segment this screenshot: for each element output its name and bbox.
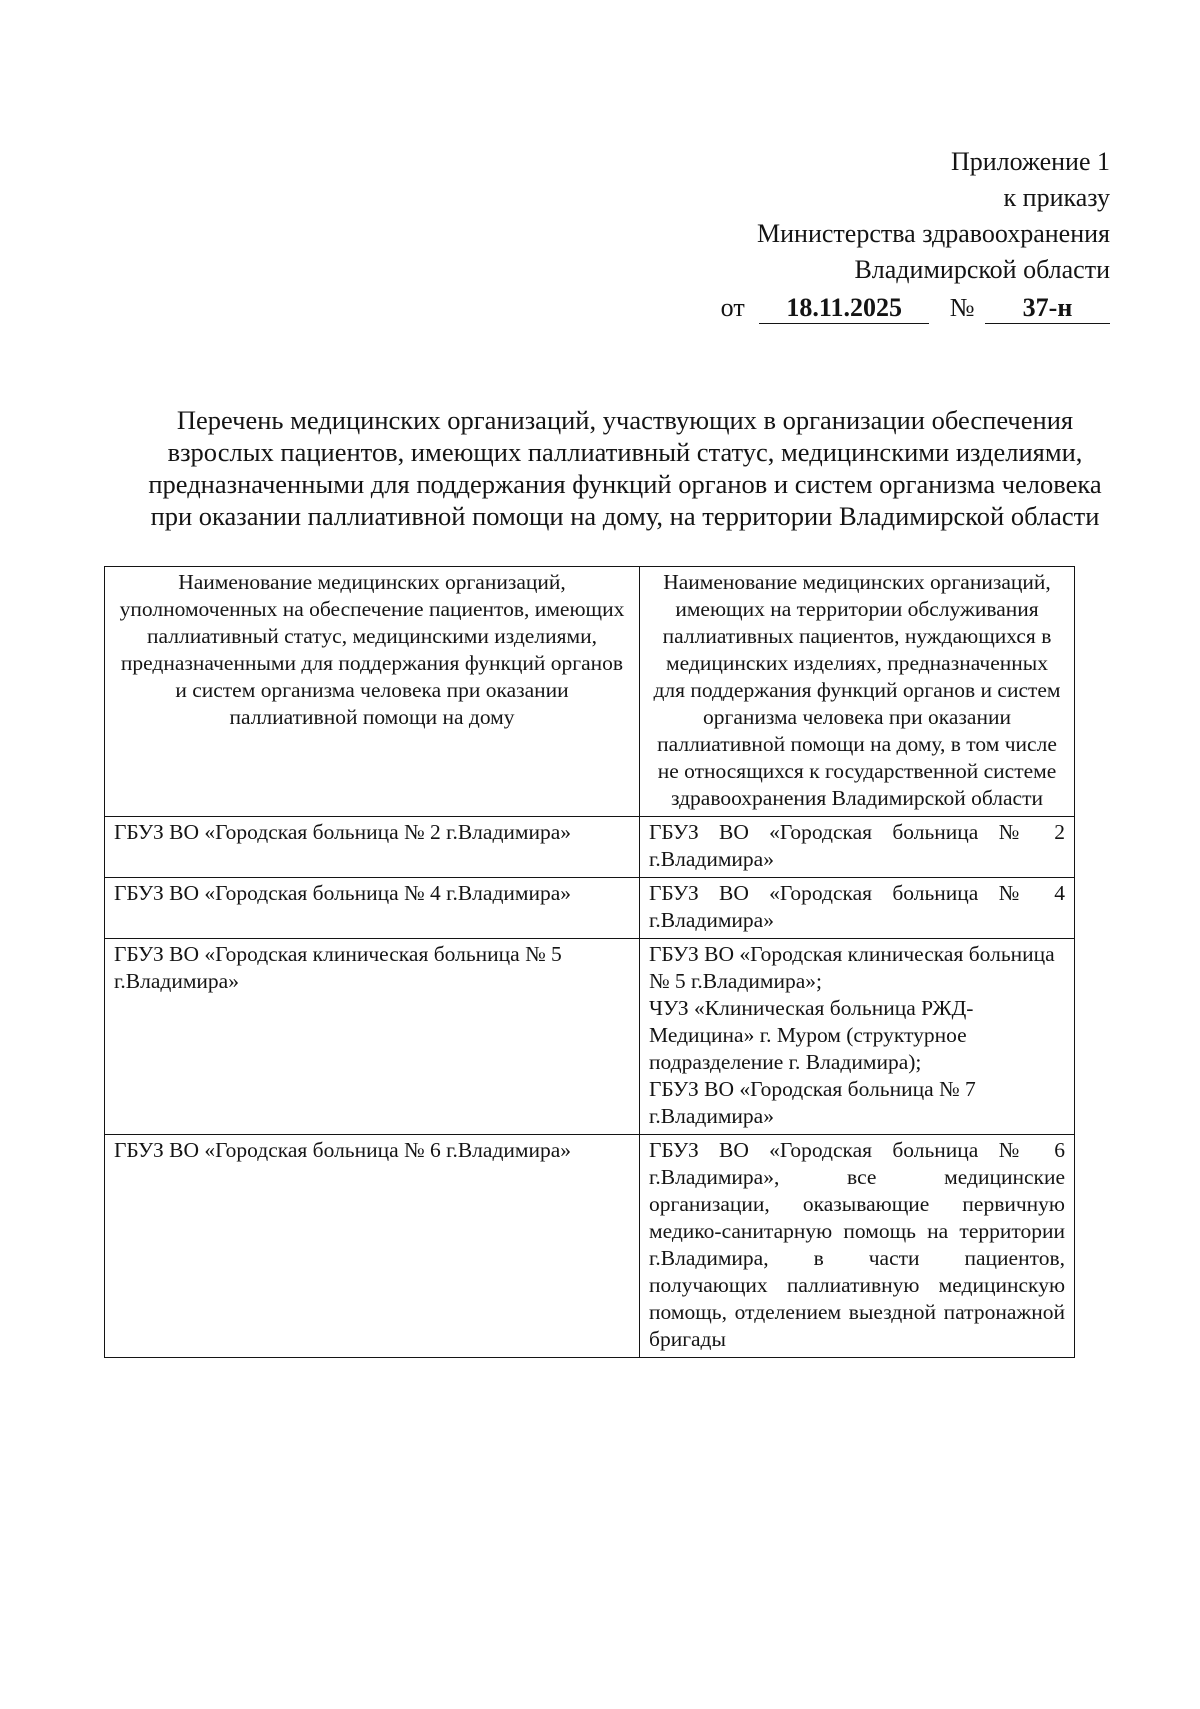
table-header-row bbox=[105, 567, 1075, 817]
serviced-organization-cell: ГБУЗ ВО «Городская больница № 6 г.Владимира», все медицинские организации, оказывающие первичную медико-санитарную помощь на территории г.Владимира, в части пациентов, получающих паллиативную медицинскую помощь, отделением выездной патронажной бригады bbox=[640, 1135, 1075, 1358]
serviced-organization-entry: ЧУЗ «Клиническая больница РЖД-Медицина» г. Муром (структурное подразделение г. Владимира); bbox=[649, 996, 974, 1074]
date-prefix: от bbox=[720, 293, 745, 322]
title-line: Перечень медицинских организаций, участвующих в организации обеспечения bbox=[176, 405, 1074, 435]
order-details bbox=[721, 290, 1110, 326]
header-authorized-organizations: Наименование медицинских организаций, уполномоченных на обеспечение пациентов, имеющих паллиативный статус, медицинскими изделиями, предназначенными для поддержания функций органов и систем организма человека при оказании паллиативной помощи на дому bbox=[105, 567, 640, 817]
table-row bbox=[105, 817, 1075, 878]
table-row bbox=[105, 1135, 1075, 1358]
order-date: 18.11.2025 bbox=[759, 293, 929, 324]
authorized-organization-cell: ГБУЗ ВО «Городская больница № 6 г.Владимира» bbox=[105, 1135, 640, 1358]
ministry-name: Министерства здравоохранения bbox=[757, 219, 1110, 248]
number-label: № bbox=[949, 293, 975, 322]
region-name: Владимирской области bbox=[854, 255, 1110, 284]
authorized-organization-cell: ГБУЗ ВО «Городская больница № 2 г.Владимира» bbox=[105, 817, 640, 878]
serviced-organization-cell: ГБУЗ ВО «Городская больница № 4 г.Владимира» bbox=[640, 878, 1075, 939]
table-row bbox=[105, 939, 1075, 1135]
document-title bbox=[110, 404, 1140, 532]
organizations-table bbox=[104, 566, 1075, 1358]
header-serviced-organizations: Наименование медицинских организаций, имеющих на территории обслуживания паллиативных пациентов, нуждающихся в медицинских изделиях, предназначенных для поддержания функций органов и систем организма человека при оказании паллиативной помощи на дому, в том числе не относящихся к государственной системе здравоохранения Владимирской области bbox=[640, 567, 1075, 817]
appendix-header bbox=[721, 144, 1110, 326]
authorized-organization-cell: ГБУЗ ВО «Городская клиническая больница № 5 г.Владимира» bbox=[105, 939, 640, 1135]
serviced-organization-cell bbox=[640, 939, 1075, 1135]
title-line: при оказании паллиативной помощи на дому, на территории Владимирской области bbox=[150, 501, 1100, 531]
serviced-organization-cell: ГБУЗ ВО «Городская больница № 2 г.Владимира» bbox=[640, 817, 1075, 878]
authorized-organization-cell: ГБУЗ ВО «Городская больница № 4 г.Владимира» bbox=[105, 878, 640, 939]
table-row bbox=[105, 878, 1075, 939]
serviced-organization-entry: ГБУЗ ВО «Городская больница № 7 г.Владимира» bbox=[649, 1077, 976, 1128]
serviced-organization-entry: ГБУЗ ВО «Городская клиническая больница № 5 г.Владимира»; bbox=[649, 942, 1055, 993]
order-number: 37-н bbox=[985, 293, 1110, 324]
to-order-label: к приказу bbox=[1003, 183, 1110, 212]
title-line: взрослых пациентов, имеющих паллиативный статус, медицинскими изделиями, bbox=[167, 437, 1083, 467]
appendix-label: Приложение 1 bbox=[950, 147, 1110, 176]
title-line: предназначенными для поддержания функций органов и систем организма человека bbox=[148, 469, 1102, 499]
